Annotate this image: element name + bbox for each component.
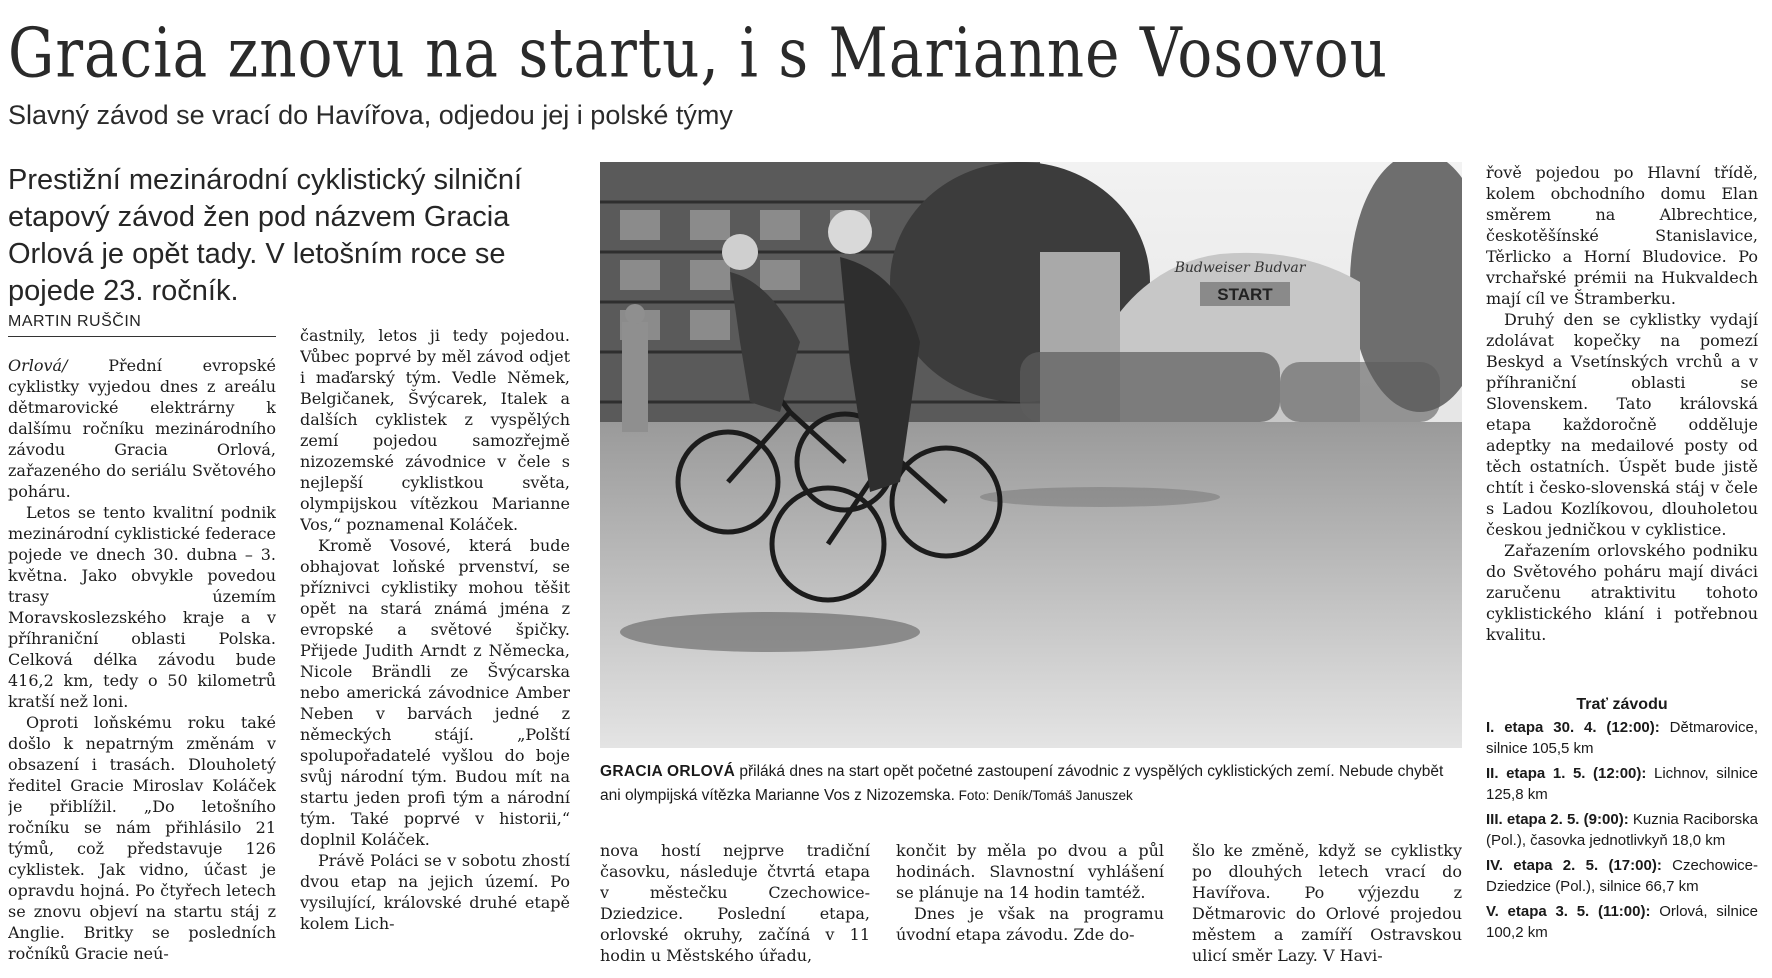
dateline: Orlová/	[8, 356, 68, 375]
stage-item	[1486, 809, 1758, 851]
article-column-5	[1192, 840, 1462, 976]
stage-route: Orlová, silnice 100,2 km	[1486, 903, 1758, 941]
stage-item	[1486, 763, 1758, 805]
author-byline: MARTIN RUŠČIN	[8, 312, 276, 337]
stage-label: II. etapa 1. 5. (12:00):	[1486, 765, 1647, 782]
race-start-photo	[600, 162, 1462, 748]
paragraph: Kromě Vosové, která bude obhajovat loňské prvenství, se příznivci cyklistiky mohou těšit opět na stará známá jména z evropské a světové špičky. Přijede Judith Arndt z Německa, Nicole Brändli ze Švýcarska nebo americká závodnice Amber Neben v barvách jedné z německých stájí. „Polští spolupořadatelé vyšlou do boje svůj národní tým. Budou mít na startu jeden profi tým a národní tým. Také poprvé v historii,“ doplnil Koláček.	[300, 536, 570, 849]
paragraph: šlo ke změně, když se cyklistky po dlouhých letech vrací do Havířova. Po výjezdu z Dětmarovic do Orlové projedou městem a zamíří Ostravskou ulicí směr Lazy. V Havi-	[1192, 841, 1462, 965]
caption-lead: GRACIA ORLOVÁ	[600, 763, 736, 780]
cyclists-photo-illustration	[600, 162, 1462, 748]
stage-item	[1486, 901, 1758, 943]
stage-label: III. etapa 2. 5. (9:00):	[1486, 811, 1629, 828]
paragraph: Zařazením orlovského podniku do Světového poháru mají diváci zaručenu atraktivitu tohoto cyklistického klání i potřebnou kvalitu.	[1486, 541, 1758, 644]
article-column-6	[1486, 162, 1758, 692]
article-column-1	[8, 355, 276, 975]
stage-route: Dětmarovice, silnice 105,5 km	[1486, 719, 1759, 757]
paragraph: častnily, letos ji tedy pojedou. Vůbec poprvé by měl závod odjet i maďarský tým. Vedle Němek, Belgičanek, Švýcarek, Italek a dalších cyklistek z vyspělých zemí pojedou samozřejmě nizozemské závodnice v čele s nejlepší cyklistkou světa, olympijskou vítězkou Marianne Vos,“ poznamenal Koláček.	[300, 326, 570, 534]
paragraph: končit by měla po dvou a půl hodinách. Slavnostní vyhlášení se plánuje na 14 hodin tamtéž.	[896, 841, 1164, 902]
paragraph: Dnes je však na programu úvodní etapa závodu. Zde do-	[896, 904, 1164, 944]
stage-item	[1486, 855, 1758, 897]
subheadline: Slavný závod se vrací do Havířova, odjedou jej i polské týmy	[8, 100, 733, 130]
route-box-title: Trať závodu	[1576, 696, 1668, 713]
photo-credit: Foto: Deník/Tomáš Januszek	[954, 788, 1133, 803]
stage-label: IV. etapa 2. 5. (17:00):	[1486, 857, 1662, 874]
stage-route: Kuznia Raciborska (Pol.), časovka jednotlivkyň 18,0 km	[1486, 811, 1758, 849]
article-column-4	[896, 840, 1164, 976]
paragraph: Oproti loňskému roku také došlo k nepatrným změnám v obsazení i trasách. Dlouholetý ředitel Gracie Miroslav Koláček je přiblížil. „Do letošního ročníku se nám přihlásilo 21 týmů, což představuje 126 cyklistek. Jak vidno, účast je opravdu hojná. Po čtyřech letech se znovu objeví na startu stáj z Anglie. Britky se posledních ročníků Gracie neú-	[8, 713, 276, 963]
paragraph: Druhý den se cyklistky vydají zdolávat kopečky na pomezí Beskyd a Vsetínských vrchů a v příhraniční oblasti se Slovenskem. Tato královská etapa každoročně odděluje adeptky na medailové posty od těch ostatních. Úspět bude jistě chtít i česko-slovenská stáj v čele s Ladou Kozlíkovou, dlouholetou českou jedničkou v cyklistice.	[1486, 310, 1758, 539]
caption-text: přiláká dnes na start opět početné zastoupení závodnic z vyspělých cyklistických zemí. Nebude chybět ani olympijská vítězka Marianne Vos z Nizozemska.	[600, 763, 1444, 804]
paragraph: řově pojedou po Hlavní třídě, kolem obchodního domu Elan směrem na Albrechtice, českotěšínské Stanislavice, Těrlicko a Horní Bludovice. Po vrchařské prémii na Hukvaldech mají cíl ve Štramberku.	[1486, 163, 1758, 308]
photo-caption	[600, 760, 1464, 808]
paragraph: Letos se tento kvalitní podnik mezinárodní cyklistické federace pojede ve dnech 30. dubna – 3. května. Jako obvykle povedou trasy územím Moravskoslezského kraje a v příhraniční oblasti Polska. Celková délka závodu bude 416,2 km, tedy o 50 kilometrů kratší než loni.	[8, 503, 276, 711]
stage-route: Czechowice-Dziedzice (Pol.), silnice 66,7 km	[1486, 857, 1758, 895]
paragraph: Právě Poláci se v sobotu zhostí dvou etap na jejich území. Po vysilující, královské druhé etapě kolem Lich-	[300, 851, 570, 933]
paragraph: nova hostí nejprve tradiční časovku, následuje čtvrtá etapa v městečku Czechowice-Dziedzice. Poslední etapa, orlovské okruhy, začíná v 11 hodin u Městského úřadu,	[600, 841, 870, 965]
headline: Gracia znovu na startu, i s Marianne Vosovou	[8, 12, 1389, 93]
stage-label: I. etapa 30. 4. (12:00):	[1486, 719, 1660, 736]
article-column-2	[300, 325, 570, 975]
sponsor-sign-text: Budweiser Budvar	[1174, 260, 1306, 276]
paragraph	[8, 355, 276, 502]
stage-label: V. etapa 3. 5. (11:00):	[1486, 903, 1651, 920]
start-sign-text: START	[1217, 285, 1273, 304]
race-route-box	[1486, 694, 1758, 947]
paragraph-text: Přední evropské cyklistky vyjedou dnes z areálu dětmarovické elektrárny k dalšímu ročníku mezinárodního závodu Gracia Orlová, zařazeného do seriálu Světového poháru.	[8, 356, 276, 501]
article-column-3	[600, 840, 870, 976]
lead-paragraph: Prestižní mezinárodní cyklistický silniční etapový závod žen pod názvem Gracia Orlová je opět tady. V letošním roce se pojede 23. ročník.	[8, 164, 523, 307]
stage-item	[1486, 717, 1758, 759]
stage-route: Lichnov, silnice 125,8 km	[1486, 765, 1758, 803]
